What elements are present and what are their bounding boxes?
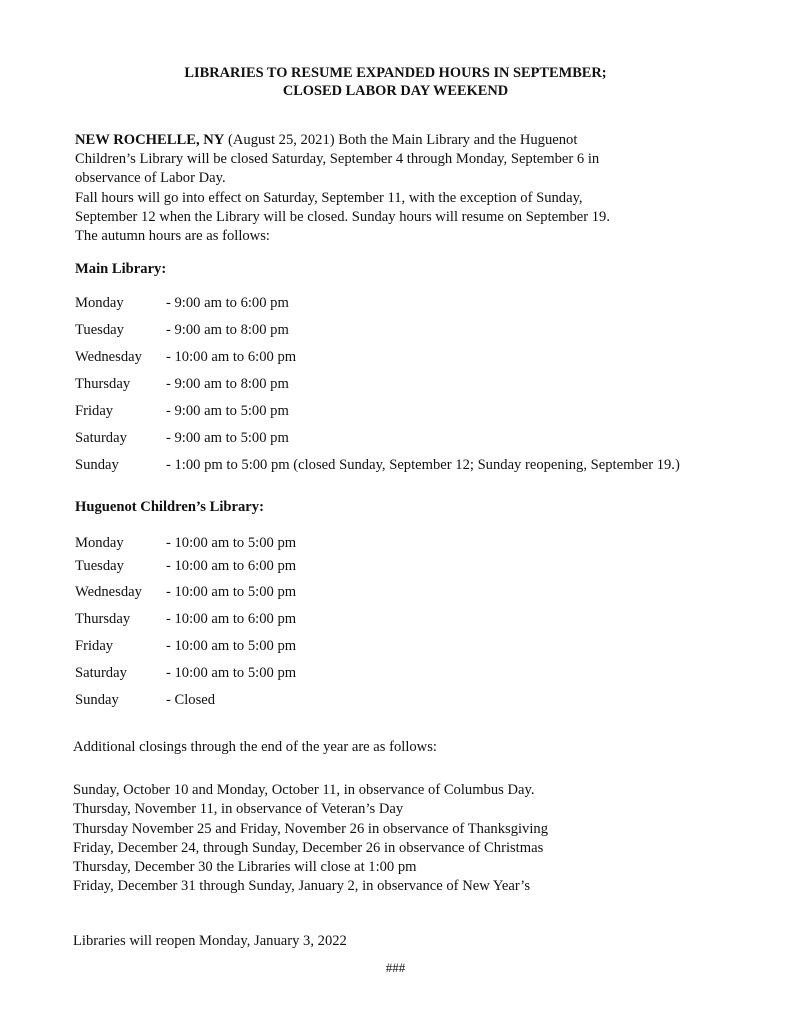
intro-line: The autumn hours are as follows: [75, 228, 270, 245]
schedule-hours: - 10:00 am to 5:00 pm [166, 535, 297, 551]
schedule-row [75, 349, 296, 366]
schedule-day: Friday [75, 403, 114, 419]
schedule-day: Wednesday [75, 584, 142, 600]
closings-list [73, 781, 548, 897]
schedule-row [75, 665, 296, 682]
headline-line-1: LIBRARIES TO RESUME EXPANDED HOURS IN SEPTEMBER; [184, 65, 607, 81]
schedule-hours: - 9:00 am to 8:00 pm [166, 322, 289, 338]
closing-item: Thursday, December 30 the Libraries will close at 1:00 pm [73, 859, 417, 876]
schedule-hours: - 9:00 am to 5:00 pm [166, 430, 289, 446]
schedule-day: Saturday [75, 665, 127, 681]
schedule-row [75, 457, 680, 474]
schedule-row [75, 322, 289, 339]
reopen-notice: Libraries will reopen Monday, January 3, 2022 [73, 933, 347, 949]
schedule-day: Saturday [75, 430, 127, 446]
main-library-heading: Main Library: [75, 261, 167, 277]
schedule-day: Monday [75, 295, 124, 311]
schedule-day: Sunday [75, 692, 119, 708]
closing-item: Friday, December 24, through Sunday, December 26 in observance of Christmas [73, 839, 544, 856]
closings-intro: Additional closings through the end of the year are as follows: [73, 739, 437, 755]
schedule-hours: - 10:00 am to 6:00 pm [166, 558, 297, 574]
schedule-hours: - 10:00 am to 6:00 pm [166, 611, 297, 627]
intro-line-text: (August 25, 2021) Both the Main Library and the Huguenot [224, 132, 578, 148]
schedule-row [75, 403, 289, 420]
schedule-hours: - 9:00 am to 6:00 pm [166, 295, 289, 311]
intro-line: September 12 when the Library will be closed. Sunday hours will resume on September 19. [75, 208, 610, 225]
dateline: NEW ROCHELLE, NY [75, 132, 225, 148]
schedule-hours: - 1:00 pm to 5:00 pm (closed Sunday, September 12; Sunday reopening, September 19.) [166, 457, 680, 473]
intro-line [75, 131, 755, 150]
closing-item: Friday, December 31 through Sunday, January 2, in observance of New Year’s [73, 878, 531, 895]
schedule-day: Monday [75, 535, 124, 551]
schedule-hours: - 9:00 am to 8:00 pm [166, 376, 289, 392]
schedule-row [75, 535, 296, 552]
headline-line-2: CLOSED LABOR DAY WEEKEND [282, 83, 509, 99]
schedule-day: Tuesday [75, 558, 124, 574]
schedule-hours: - 10:00 am to 5:00 pm [166, 665, 297, 681]
end-mark: ### [385, 960, 406, 975]
schedule-hours: - Closed [166, 692, 216, 708]
schedule-hours: - 10:00 am to 5:00 pm [166, 584, 297, 600]
intro-line: Fall hours will go into effect on Saturday, September 11, with the exception of Sunday, [75, 189, 583, 206]
schedule-day: Thursday [75, 376, 131, 392]
schedule-row [75, 638, 296, 655]
schedule-day: Tuesday [75, 322, 124, 338]
schedule-row [75, 376, 289, 393]
schedule-day: Thursday [75, 611, 131, 627]
schedule-day: Wednesday [75, 349, 142, 365]
schedule-row [75, 584, 296, 601]
schedule-day: Sunday [75, 457, 119, 473]
schedule-hours: - 9:00 am to 5:00 pm [166, 403, 289, 419]
schedule-hours: - 10:00 am to 5:00 pm [166, 638, 297, 654]
closing-item: Thursday November 25 and Friday, November 26 in observance of Thanksgiving [73, 820, 548, 837]
closing-item: Sunday, October 10 and Monday, October 11, in observance of Columbus Day. [73, 782, 535, 798]
schedule-row [75, 692, 215, 709]
schedule-hours: - 10:00 am to 6:00 pm [166, 349, 297, 365]
schedule-row [75, 611, 296, 628]
huguenot-library-heading: Huguenot Children’s Library: [75, 499, 264, 515]
schedule-row [75, 558, 296, 575]
closing-item: Thursday, November 11, in observance of Veteran’s Day [73, 801, 404, 818]
intro-line: Children’s Library will be closed Saturday, September 4 through Monday, September 6 in [75, 151, 600, 168]
schedule-row [75, 295, 289, 312]
schedule-day: Friday [75, 638, 114, 654]
intro-paragraph [75, 131, 755, 246]
intro-line: observance of Labor Day. [75, 170, 226, 187]
schedule-row [75, 430, 289, 447]
